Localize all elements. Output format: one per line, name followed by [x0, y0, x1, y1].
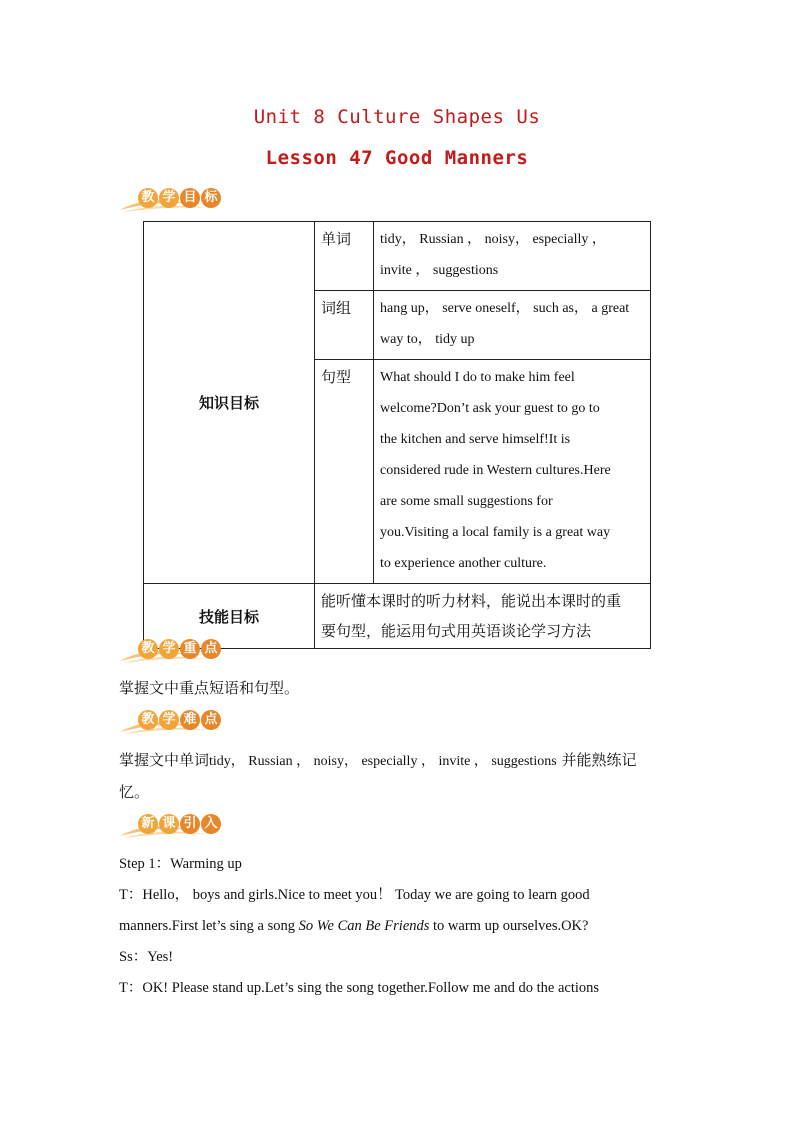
- text-span: 掌握文中单词: [119, 751, 210, 769]
- badge-char: 教: [138, 710, 158, 730]
- skill-goal-label: 技能目标: [144, 584, 315, 649]
- badge-char: 引: [180, 814, 200, 834]
- badge-char: 标: [201, 188, 221, 208]
- badge-char: 点: [201, 710, 221, 730]
- badge-char: 重: [180, 639, 200, 659]
- key-points-badge: [118, 637, 228, 667]
- badge-char: 学: [159, 639, 179, 659]
- intro-badge: [118, 812, 228, 842]
- phrase-content: [374, 291, 651, 360]
- sentence-content: [374, 360, 651, 584]
- dialogue-line: T：OK! Please stand up.Let’s sing the song together.Follow me and do the actions: [119, 980, 600, 996]
- vocab-words: tidy， Russian ， noisy， especially ， invite ， suggestions: [209, 754, 557, 769]
- text-line: 忆。: [119, 783, 150, 801]
- dialogue-line: [119, 911, 679, 942]
- badge-char: 目: [180, 188, 200, 208]
- vocab-content: [374, 222, 651, 291]
- phrase-label: 词组: [315, 291, 374, 360]
- badge-char: 学: [159, 188, 179, 208]
- text-line: tidy， Russian ， noisy， especially ，: [380, 232, 606, 247]
- text-line: are some small suggestions for: [380, 494, 553, 509]
- dialogue-line: T：Hello， boys and girls.Nice to meet you！ Today we are going to learn good: [119, 887, 590, 903]
- sentence-label: 句型: [315, 360, 374, 584]
- difficulties-badge: [118, 708, 228, 738]
- text-line: [119, 745, 679, 777]
- text-span: 并能熟练记: [556, 751, 637, 769]
- badge-char: 入: [201, 814, 221, 834]
- text-line: to experience another culture.: [380, 556, 547, 571]
- badge-char: 教: [138, 639, 158, 659]
- text-line: hang up， serve oneself， such as， a great: [380, 301, 630, 316]
- song-title: So We Can Be Friends: [298, 918, 430, 934]
- difficulties-text: [119, 745, 679, 807]
- text-line: What should I do to make him feel: [380, 370, 575, 385]
- text-line: the kitchen and serve himself!It is: [380, 432, 571, 447]
- objectives-table: [143, 221, 651, 649]
- text-line: considered rude in Western cultures.Here: [380, 463, 611, 478]
- key-points-text: 掌握文中重点短语和句型。: [119, 679, 300, 697]
- text-line: 要句型，能运用句式用英语谈论学习方法: [321, 622, 592, 640]
- vocab-label: 单词: [315, 222, 374, 291]
- badge-char: 学: [159, 710, 179, 730]
- text-line: invite ， suggestions: [380, 263, 499, 278]
- badge-char: 难: [180, 710, 200, 730]
- objectives-badge: [118, 186, 228, 216]
- badge-char: 新: [138, 814, 158, 834]
- text-span: to warm up ourselves.OK?: [429, 918, 589, 934]
- text-line: 能听懂本课时的听力材料，能说出本课时的重: [321, 592, 622, 610]
- lesson-title: Lesson 47 Good Manners: [265, 147, 529, 169]
- text-span: manners.First let’s sing a song: [119, 918, 299, 934]
- dialogue-line: Ss：Yes!: [119, 949, 174, 965]
- lesson-intro: [119, 849, 679, 1004]
- skill-content: [315, 584, 651, 649]
- text-line: way to， tidy up: [380, 332, 475, 347]
- badge-char: 教: [138, 188, 158, 208]
- badge-char: 点: [201, 639, 221, 659]
- text-line: welcome?Don’t ask your guest to go to: [380, 401, 600, 416]
- knowledge-goal-label: 知识目标: [144, 222, 315, 584]
- step-heading: Step 1：Warming up: [119, 856, 242, 872]
- unit-title: Unit 8 Culture Shapes Us: [253, 106, 541, 128]
- text-line: you.Visiting a local family is a great way: [380, 525, 611, 540]
- badge-char: 课: [159, 814, 179, 834]
